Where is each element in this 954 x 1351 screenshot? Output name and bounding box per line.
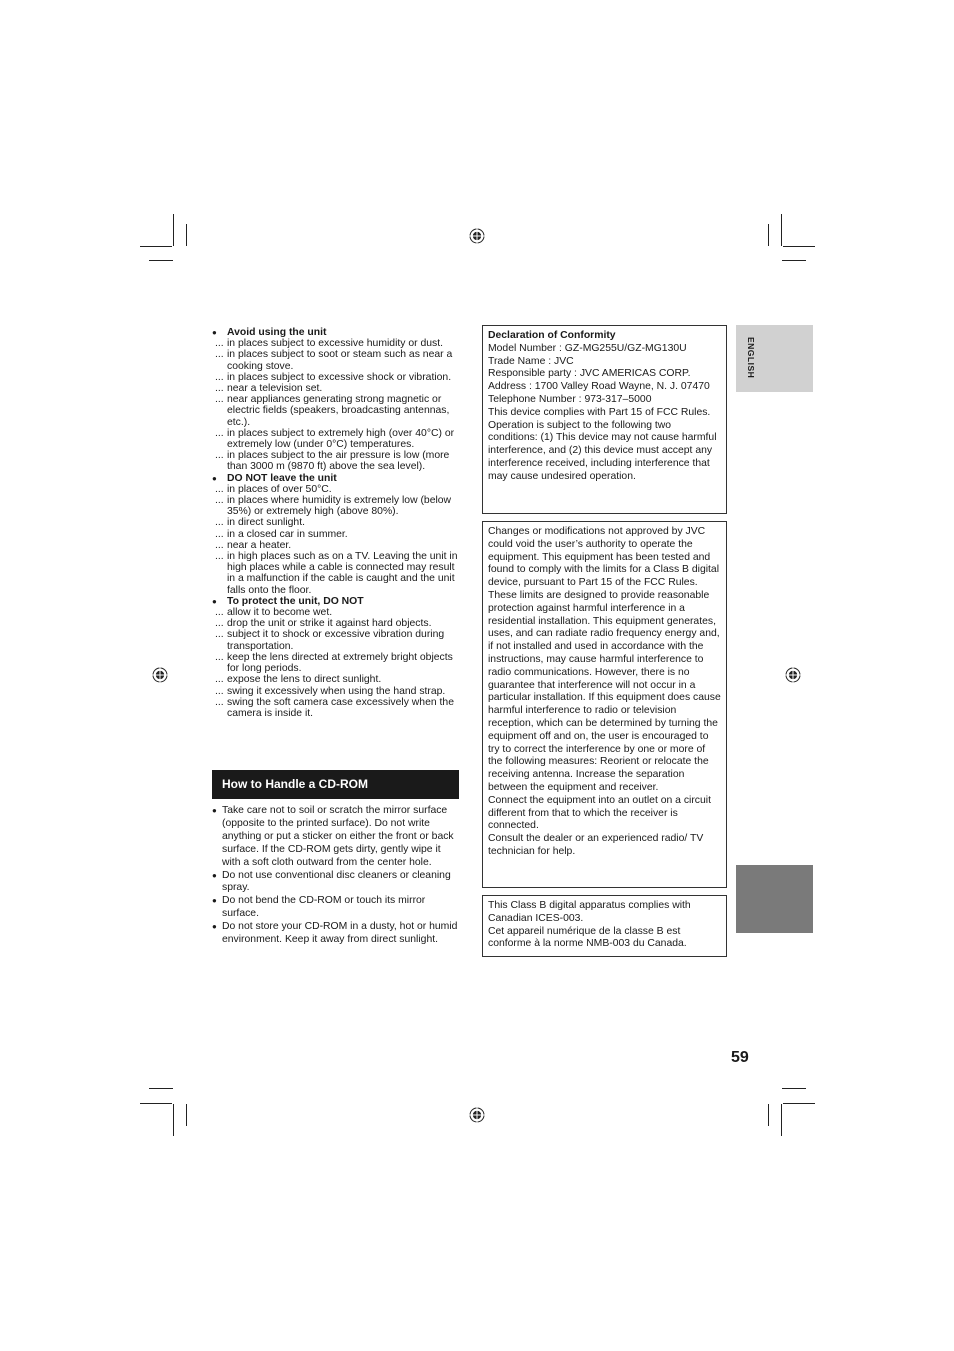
declaration-line: Model Number : GZ-MG255U/GZ-MG130U <box>488 342 687 354</box>
crop-mark <box>186 224 187 246</box>
list-item: ... in high places such as on a TV. Leaving the unit in high places while a cable is connected may result in a malfunction if the cable is caught and the unit falls onto the floor. <box>215 551 458 596</box>
section-tab <box>736 865 813 933</box>
list-item: ... near a heater. <box>215 539 292 551</box>
list-item: ● Do not bend the CD-ROM or touch its mirror surface. <box>212 895 462 921</box>
declaration-line: Responsible party : JVC AMERICAS CORP. <box>488 368 691 380</box>
precautions-column <box>212 327 462 719</box>
list-item: ... swing the soft camera case excessively when the camera is inside it. <box>215 696 454 719</box>
list-item: ... expose the lens to direct sunlight. <box>215 674 382 686</box>
declaration-line: Telephone Number : 973-317–5000 <box>488 393 652 405</box>
crop-mark <box>782 260 806 261</box>
crop-mark <box>782 1088 806 1089</box>
fcc-notice-box <box>482 521 727 888</box>
language-tab <box>736 325 813 392</box>
declaration-line: Trade Name : JVC <box>488 355 574 367</box>
crop-mark <box>783 246 815 247</box>
crop-mark <box>186 1104 187 1126</box>
list-item: ... in places of over 50°C. <box>215 483 332 495</box>
declaration-box <box>482 325 727 514</box>
protect-heading: ● To protect the unit, DO NOT <box>212 596 462 607</box>
registration-mark-icon <box>152 667 168 683</box>
registration-mark-icon <box>469 228 485 244</box>
canada-paragraph: Cet appareil numérique de la classe B est conforme à la norme NMB-003 du Canada. <box>488 925 687 950</box>
list-item: ... in places subject to excessive shock or vibration. <box>215 371 452 383</box>
list-item: ... in a closed car in summer. <box>215 528 348 540</box>
canada-notice-box <box>482 895 727 957</box>
crop-mark <box>781 1104 782 1136</box>
declaration-line: Address : 1700 Valley Road Wayne, N. J. 07470 <box>488 381 710 393</box>
crop-mark <box>173 214 174 246</box>
list-item: ... allow it to become wet. <box>215 607 333 619</box>
list-item: ... in places subject to the air pressure is low (more than 3000 m (9870 ft) above the sea level). <box>215 450 450 473</box>
page-number: 59 <box>731 1049 749 1066</box>
crop-mark <box>768 1104 769 1126</box>
crop-mark <box>781 214 782 246</box>
fcc-paragraph: Consult the dealer or an experienced radio/ TV technician for help. <box>488 833 704 857</box>
crop-mark <box>149 260 173 261</box>
registration-mark-icon <box>785 667 801 683</box>
do-not-leave-heading: ● DO NOT leave the unit <box>212 473 462 484</box>
fcc-paragraph: Changes or modifications not approved by JVC could void the user’s authority to operate the equipment. This equipment has been tested and found to comply with the limits for a Class B digital device, pursuant to Part 15 of the FCC Rules. These limits are designed to provide reasonable protection against harmful interference in a residential installation. This equipment generates, uses, and can radiate radio frequency energy and, if not installed and used in accordance with the instructions, may cause harmful interference to radio communications. However, there is no guarantee that interference will not occur in a particular installation. If this equipment does cause harmful interference to radio or television reception, which can be determined by turning the equipment off and on, the user is encouraged to try to correct the interference by one or more of the following measures: Reorient or relocate the receiving antenna. Increase the separation between the equipment and receiver. <box>488 526 721 793</box>
list-item: ... in direct sunlight. <box>215 517 305 529</box>
list-item: ● Take care not to soil or scratch the mirror surface (opposite to the printed surface). Do not write anything or put a sticker on either the front or back surface. If the CD-ROM gets dirty, gently wipe it with a soft cloth outward from the center hole. <box>212 805 462 870</box>
crop-mark <box>783 1103 815 1104</box>
declaration-title: Declaration of Conformity <box>488 330 616 341</box>
list-item: ... subject it to shock or excessive vibration during transportation. <box>215 629 445 652</box>
language-tab-label: ENGLISH <box>746 337 756 379</box>
list-item: ... drop the unit or strike it against hard objects. <box>215 618 432 630</box>
list-item: ... in places where humidity is extremely low (below 35%) or extremely high (above 80%). <box>215 495 452 518</box>
list-item: ... swing it excessively when using the hand strap. <box>215 685 446 697</box>
declaration-line: This device complies with Part 15 of FCC Rules. Operation is subject to the following two conditions: (1) This device may not cause harmful interference, and (2) this device must accept any interference received, including interference that may cause undesired operation. <box>488 406 717 482</box>
list-item: ... near a television set. <box>215 383 323 395</box>
fcc-paragraph: Connect the equipment into an outlet on a circuit different from that to which the receiver is connected. <box>488 794 711 832</box>
crop-mark <box>173 1104 174 1136</box>
list-item: ● Do not use conventional disc cleaners or cleaning spray. <box>212 870 462 896</box>
registration-mark-icon <box>469 1107 485 1123</box>
list-item: ... in places subject to extremely high (over 40°C) or extremely low (under 0°C) temperatures. <box>215 427 455 451</box>
list-item: ... in places subject to soot or steam such as near a cooking stove. <box>215 349 453 372</box>
avoid-heading: ● Avoid using the unit <box>212 327 462 338</box>
cdrom-section-title: How to Handle a CD-ROM <box>212 770 459 799</box>
crop-mark <box>140 246 172 247</box>
cdrom-list <box>212 805 462 947</box>
crop-mark <box>149 1088 173 1089</box>
crop-mark <box>140 1103 172 1104</box>
list-item: ... in places subject to excessive humidity or dust. <box>215 338 443 350</box>
canada-paragraph: This Class B digital apparatus complies with Canadian ICES-003. <box>488 900 691 924</box>
list-item: ● Do not store your CD-ROM in a dusty, hot or humid environment. Keep it away from direct sunlight. <box>212 921 462 947</box>
list-item: ... near appliances generating strong magnetic or electric fields (speakers, broadcasting antennas, etc.). <box>215 394 450 428</box>
list-item: ... keep the lens directed at extremely bright objects for long periods. <box>215 651 453 675</box>
crop-mark <box>768 224 769 246</box>
